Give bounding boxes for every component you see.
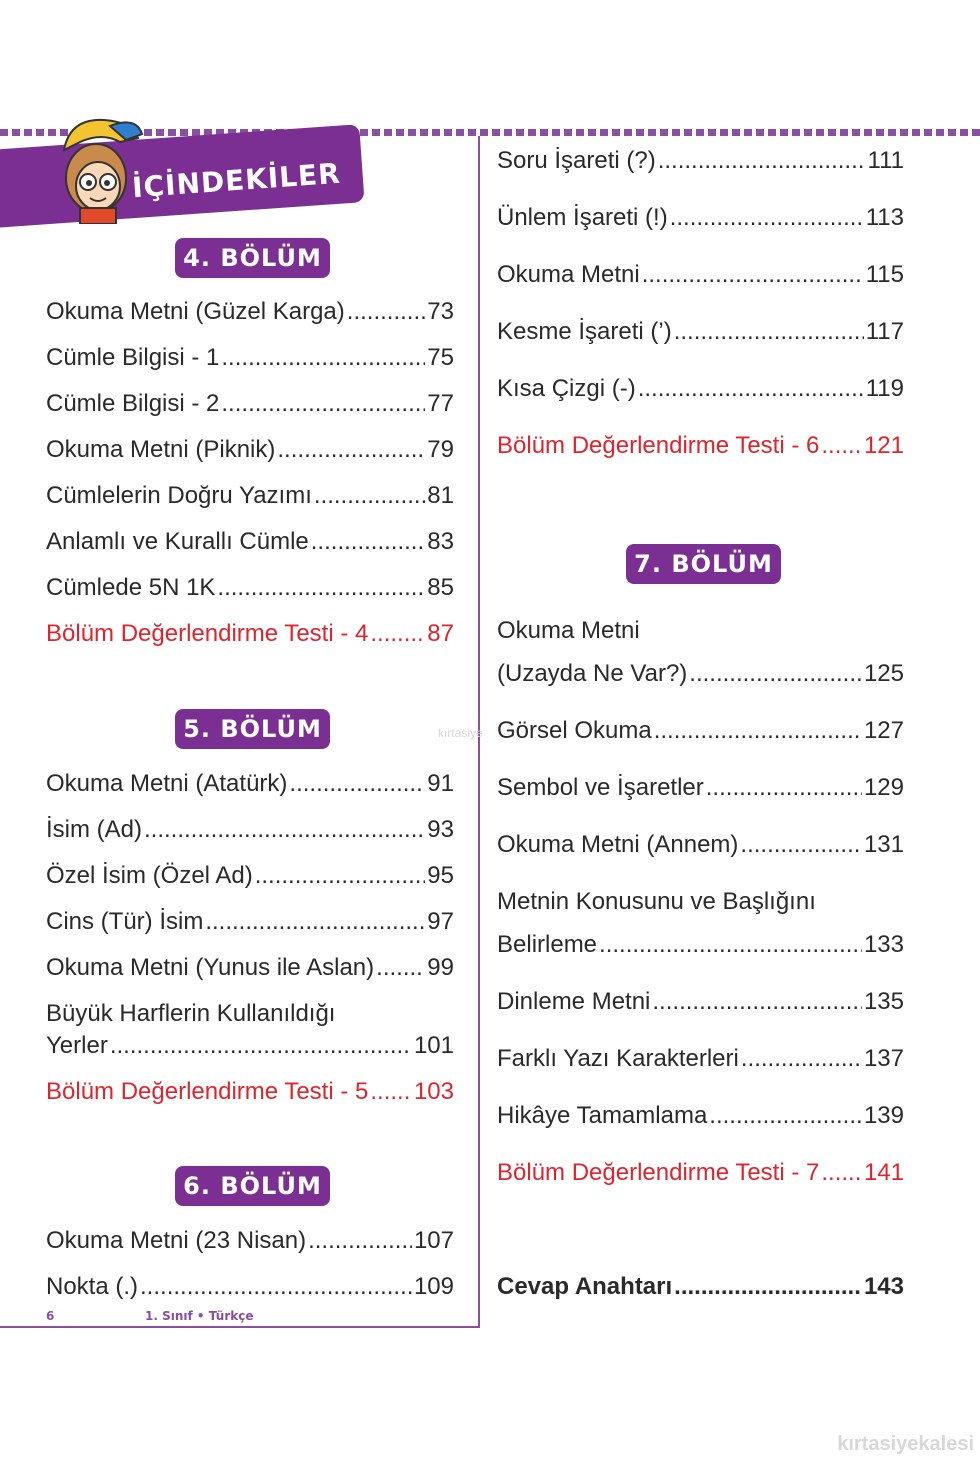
toc-entry[interactable]: İsim (Ad) ..... 93 [46,816,454,844]
toc-entry[interactable]: Cümlelerin Doğru Yazımı ..... 81 [46,482,454,510]
toc-entry-line1: Okuma Metni [497,617,640,644]
toc-entry[interactable]: Cümlede 5N 1K ..... 85 [46,574,454,602]
toc-entry[interactable]: Kesme İşareti (’) ..... 117 [497,318,904,346]
toc-entry[interactable]: Hikâye Tamamlama ..... 139 [497,1102,904,1130]
toc-entry[interactable]: Okuma Metni (Annem) ..... 131 [497,831,904,859]
toc-entry[interactable]: Ünlem İşareti (!) ..... 113 [497,204,904,232]
dotted-top-rule [0,129,980,136]
section-6-label: 6. BÖLÜM [175,1166,330,1206]
toc-entry[interactable]: Belirleme ..... 133 [497,931,904,959]
page-title: İÇİNDEKİLER [131,156,342,205]
toc-entry[interactable]: Okuma Metni (23 Nisan) ..... 107 [46,1227,454,1255]
section-5-label: 5. BÖLÜM [175,709,330,749]
watermark-center: kırtasiye [438,726,483,740]
toc-entry[interactable]: Okuma Metni ..... 115 [497,261,904,289]
toc-entry[interactable]: Okuma Metni (Piknik) ..... 79 [46,436,454,464]
toc-entry[interactable]: Dinleme Metni ..... 135 [497,988,904,1016]
toc-entry[interactable]: Soru İşareti (?) ..... 111 [497,147,904,175]
book-title: 1. Sınıf • Türkçe [145,1309,254,1323]
toc-entry[interactable]: Görsel Okuma ..... 127 [497,717,904,745]
toc-entry[interactable]: Özel İsim (Özel Ad) ..... 95 [46,862,454,890]
footer-rule [0,1326,480,1328]
toc-entry-evaluation[interactable]: Bölüm Değerlendirme Testi - 4 ..... 87 [46,620,454,648]
watermark-corner: kırtasiyekalesi [837,1433,974,1455]
toc-entry[interactable]: Cümle Bilgisi - 2 ..... 77 [46,390,454,418]
toc-entry[interactable]: Okuma Metni (Güzel Karga) ..... 73 [46,298,454,326]
toc-entry-line1: Metnin Konusunu ve Başlığını [497,888,816,915]
toc-entry[interactable]: Kısa Çizgi (-) ..... 119 [497,375,904,403]
toc-entry[interactable]: Farklı Yazı Karakterleri ..... 137 [497,1045,904,1073]
toc-entry[interactable]: Cins (Tür) İsim ..... 97 [46,908,454,936]
section-4-label: 4. BÖLÜM [175,238,330,278]
toc-entry[interactable]: Okuma Metni (Atatürk) ..... 91 [46,770,454,798]
toc-entry-evaluation[interactable]: Bölüm Değerlendirme Testi - 5 ..... 103 [46,1078,454,1106]
toc-entry[interactable]: Nokta (.) ..... 109 [46,1273,454,1301]
toc-entry-evaluation[interactable]: Bölüm Değerlendirme Testi - 7 ..... 141 [497,1159,904,1187]
section-7-label: 7. BÖLÜM [626,544,781,584]
toc-entry-line1: Büyük Harflerin Kullanıldığı [46,1000,336,1027]
toc-entry[interactable]: (Uzayda Ne Var?) ..... 125 [497,660,904,688]
toc-entry[interactable]: Anlamlı ve Kurallı Cümle ..... 83 [46,528,454,556]
toc-entry-answer-key[interactable]: Cevap Anahtarı ..... 143 [497,1273,904,1301]
toc-entry-evaluation[interactable]: Bölüm Değerlendirme Testi - 6 ..... 121 [497,432,904,460]
toc-entry[interactable]: Sembol ve İşaretler ..... 129 [497,774,904,802]
boy-mascot-icon [50,112,146,224]
toc-entry[interactable]: Cümle Bilgisi - 1 ..... 75 [46,344,454,372]
page-number: 6 [46,1309,55,1323]
toc-entry[interactable]: Yerler ..... 101 [46,1032,454,1060]
toc-entry[interactable]: Okuma Metni (Yunus ile Aslan) ..... 99 [46,954,454,982]
